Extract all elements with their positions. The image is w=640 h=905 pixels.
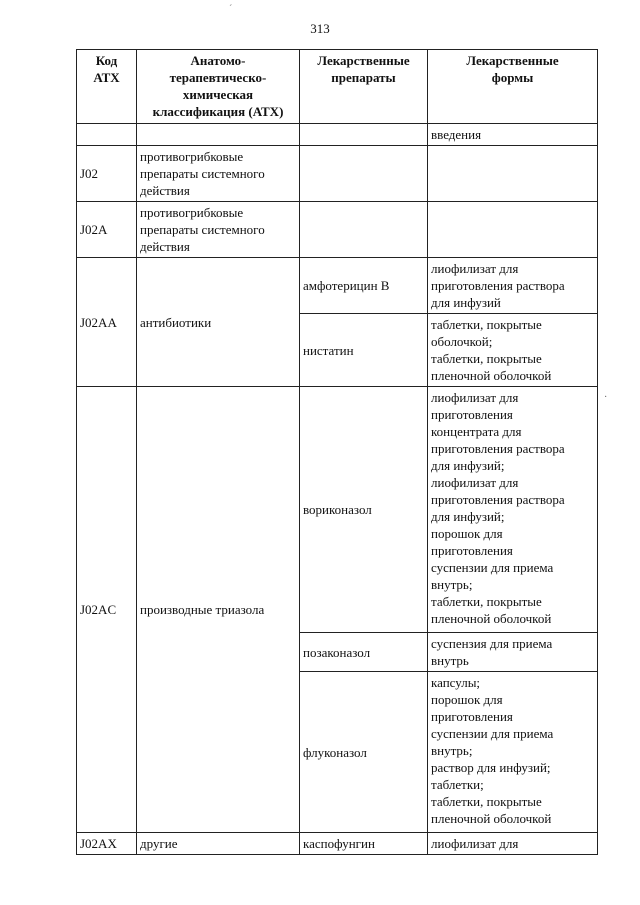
table-row xyxy=(77,258,598,314)
form-cell: лиофилизат для xyxy=(428,833,598,855)
table-row xyxy=(77,833,598,855)
drug-cell: каспофунгин xyxy=(300,833,428,855)
drug-cell xyxy=(300,124,428,146)
classification-cell: противогрибковые препараты системного действия xyxy=(137,202,300,258)
form-cell xyxy=(428,146,598,202)
drug-cell: позаконазол xyxy=(300,633,428,672)
page-number: 313 xyxy=(310,21,330,36)
form-cell: таблетки, покрытые оболочкой; таблетки, покрытые пленочной оболочкой xyxy=(428,314,598,387)
code-cell: J02AX xyxy=(77,833,137,855)
atx-table xyxy=(76,49,598,855)
form-cell: лиофилизат для приготовления раствора для инфузий xyxy=(428,258,598,314)
code-cell: J02A xyxy=(77,202,137,258)
table-header-row xyxy=(77,50,598,124)
classification-cell xyxy=(137,124,300,146)
classification-cell: антибиотики xyxy=(137,258,300,387)
drug-cell: флуконазол xyxy=(300,672,428,833)
header-classification: Анатомо- терапевтическо- химическая классификация (АТХ) xyxy=(137,50,300,124)
table-row xyxy=(77,124,598,146)
code-cell: J02 xyxy=(77,146,137,202)
drug-cell: вориконазол xyxy=(300,387,428,633)
classification-cell: другие xyxy=(137,833,300,855)
drug-cell xyxy=(300,146,428,202)
form-cell: введения xyxy=(428,124,598,146)
form-cell: капсулы; порошок для приготовления суспензии для приема внутрь; раствор для инфузий; таблетки; таблетки, покрытые пленочной оболочкой xyxy=(428,672,598,833)
drug-cell xyxy=(300,202,428,258)
header-code: Код АТХ xyxy=(77,50,137,124)
code-cell xyxy=(77,124,137,146)
table-row xyxy=(77,387,598,633)
form-cell xyxy=(428,202,598,258)
form-cell: лиофилизат для приготовления концентрата для приготовления раствора для инфузий; лиофилизат для приготовления раствора для инфузий; порошок для приготовления суспензии для приема внутрь; таблетки, покрытые пленочной оболочкой xyxy=(428,387,598,633)
scan-mark: ˊ xyxy=(229,4,233,15)
header-drugs: Лекарственные препараты xyxy=(300,50,428,124)
drug-cell: нистатин xyxy=(300,314,428,387)
table-row xyxy=(77,146,598,202)
scan-mark: · xyxy=(604,392,608,403)
classification-cell: противогрибковые препараты системного действия xyxy=(137,146,300,202)
code-cell: J02AC xyxy=(77,387,137,833)
form-cell: суспензия для приема внутрь xyxy=(428,633,598,672)
header-forms: Лекарственные формы xyxy=(428,50,598,124)
table-row xyxy=(77,202,598,258)
classification-cell: производные триазола xyxy=(137,387,300,833)
drug-cell: амфотерицин В xyxy=(300,258,428,314)
code-cell: J02AA xyxy=(77,258,137,387)
